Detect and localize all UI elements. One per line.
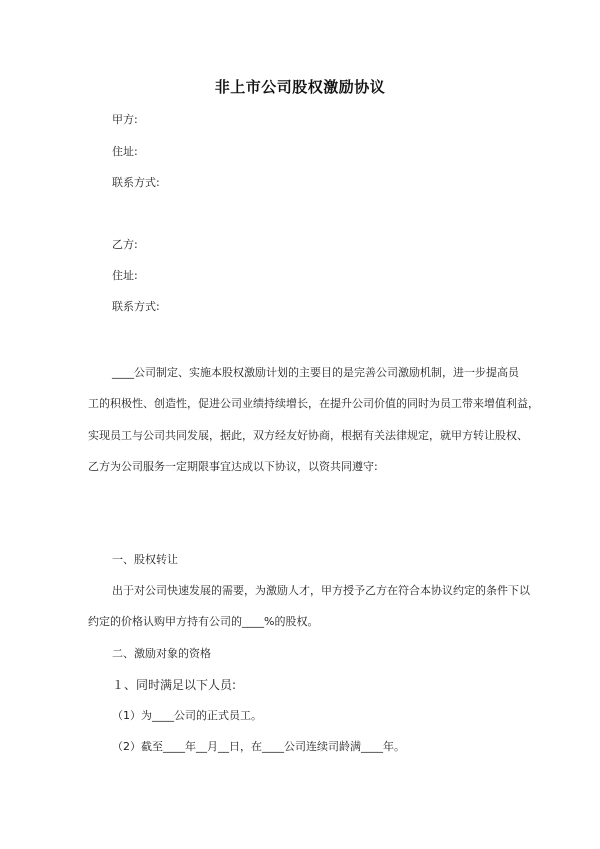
- section1-paragraph-line-2: 约定的价格认购甲方持有公司的____%的股权。: [88, 615, 319, 628]
- preamble-line-1: ____公司制定、实施本股权激励计划的主要目的是完善公司激励机制，进一步提高员: [112, 366, 519, 379]
- party-b-name-label: 乙方:: [112, 238, 138, 251]
- document-title: 非上市公司股权激励协议: [214, 78, 386, 96]
- party-a-name-label: 甲方:: [112, 113, 138, 126]
- section2-item-1: １、同时满足以下人员:: [112, 678, 237, 692]
- party-a-contact-label: 联系方式:: [112, 176, 160, 189]
- preamble-line-2: 工的积极性、创造性，促进公司业绩持续增长，在提升公司价值的同时为员工带来增值利益，: [88, 397, 539, 410]
- preamble-line-3: 实现员工与公司共同发展，据此，双方经友好协商，根据有关法律规定，就甲方转让股权、: [88, 429, 528, 442]
- preamble-line-4: 乙方为公司服务一定期限事宜达成以下协议，以资共同遵守:: [88, 460, 378, 473]
- section2-heading: 二、激励对象的资格: [112, 647, 211, 660]
- party-b-contact-label: 联系方式:: [112, 300, 160, 313]
- party-b-address-label: 住址:: [112, 269, 138, 282]
- section1-paragraph-line-1: 出于对公司快速发展的需要，为激励人才，甲方授予乙方在符合本协议约定的条件下以: [112, 584, 530, 597]
- section2-subitem-2: （2）截至____年__月__日，在____公司连续司龄满____年。: [112, 740, 405, 753]
- section1-heading: 一、股权转让: [112, 553, 178, 566]
- party-a-address-label: 住址:: [112, 145, 138, 158]
- section2-subitem-1: （1）为____公司的正式员工。: [112, 709, 262, 722]
